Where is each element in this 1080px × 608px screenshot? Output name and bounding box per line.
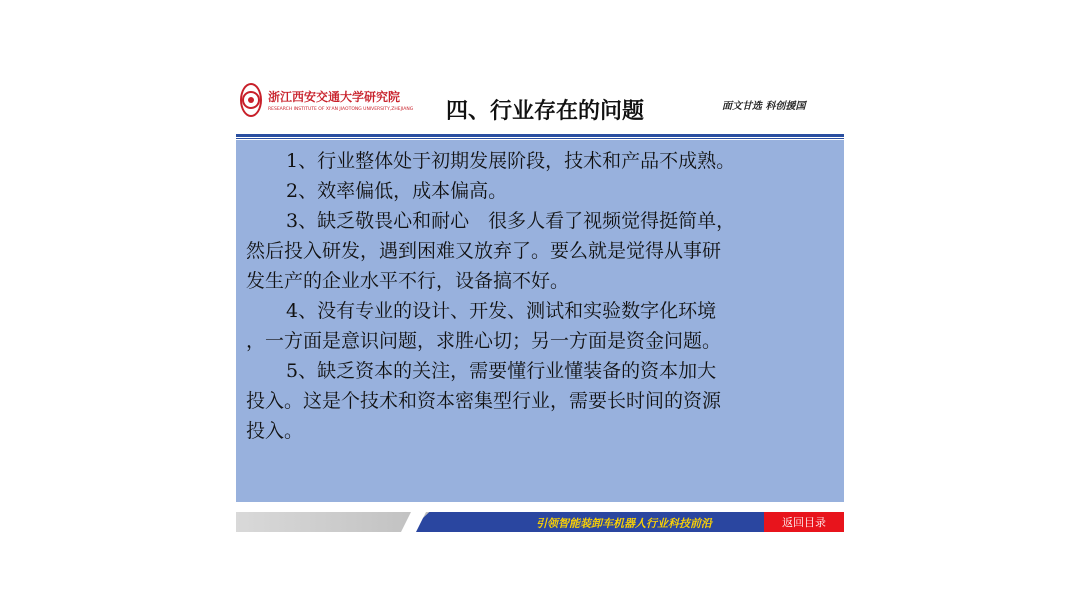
paragraph-4-line-1: 4、没有专业的设计、开发、测试和实验数字化环境: [286, 300, 717, 322]
institute-logo: [240, 80, 414, 120]
back-to-contents-button[interactable]: 返回目录: [764, 512, 844, 532]
org-name-cn: 浙江西安交通大学研究院: [268, 90, 401, 104]
paragraph-3-line-2: 然后投入研发，遇到困难又放弃了。要么就是觉得从事研: [246, 240, 722, 262]
content-box: [236, 140, 844, 502]
paragraph-5-line-3: 投入。: [246, 420, 304, 442]
university-seal-icon: [240, 83, 262, 117]
slide: [236, 72, 844, 534]
paragraph-2: 2、效率偏低，成本偏高。: [286, 180, 508, 202]
paragraph-3-line-3: 发生产的企业水平不行，设备搞不好。: [246, 270, 570, 292]
paragraph-1: 1、行业整体处于初期发展阶段，技术和产品不成熟。: [286, 150, 736, 172]
paragraph-5-line-2: 投入。这是个技术和资本密集型行业，需要长时间的资源: [246, 390, 722, 412]
footer-bar: [236, 512, 844, 532]
paragraph-3-line-1: 3、缺乏敬畏心和耐心 很多人看了视频觉得挺简单，: [286, 210, 736, 232]
logo-text: [268, 88, 413, 112]
paragraph-5-line-1: 5、缺乏资本的关注，需要懂行业懂装备的资本加大: [286, 360, 717, 382]
paragraph-4-line-2: ，一方面是意识问题，求胜心切；另一方面是资金问题。: [246, 330, 722, 352]
motto: 面文甘选 科创援国: [722, 101, 806, 112]
header-divider-thin: [236, 138, 844, 139]
header-divider: [236, 134, 844, 137]
org-name-en: RESEARCH INSTITUTE OF XI'AN JIAOTONG UNIVERSITY,ZHEJIANG: [268, 107, 414, 112]
footer-slogan: 引领智能装卸车机器人行业科技前沿: [536, 517, 712, 530]
slide-title: 四、行业存在的问题: [446, 99, 645, 124]
